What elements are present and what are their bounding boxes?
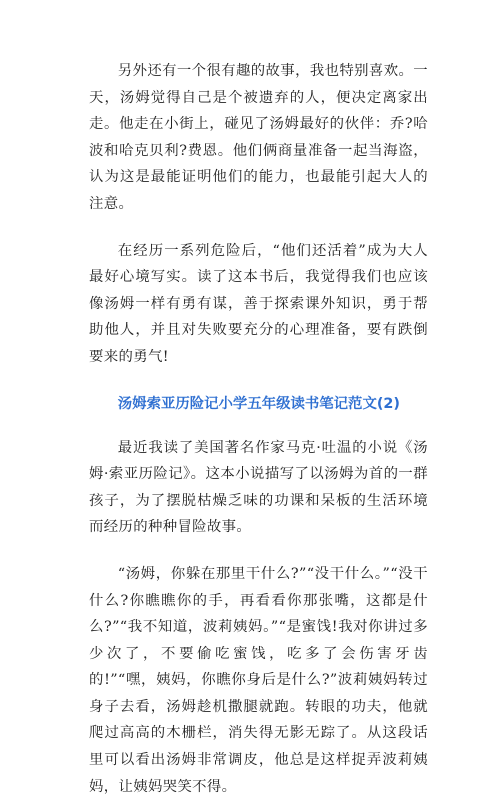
paragraph-reflection: 在经历一系列危险后，“他们还活着”成为大人最好心境写实。读了这本书后，我觉得我们也应该像汤姆一样有勇有谋，善于探索课外知识，勇于帮助他人，并且对失败要充分的心理准备，要有跌倒要来的勇气!: [89, 242, 428, 365]
paragraph-story-runaway: 另外还有一个很有趣的故事，我也特别喜欢。一天，汤姆觉得自己是个被遗弃的人，便决定离家出走。他走在小街上，碰见了汤姆最好的伙伴：乔?哈波和哈克贝利?费恩。他们俩商量准备一起当海盗，认为这是最能证明他们的能力，也最能引起大人的注意。: [89, 63, 428, 212]
paragraph-dialogue: “汤姆，你躲在那里干什么?”“没干什么。”“没干什么?你瞧瞧你的手，再看看你那张嘴，这都是什么?”“我不知道，波莉姨妈。”“是蜜饯!我对你讲过多少次了，不要偷吃蜜饯，吃多了会伤害牙齿的!”“嘿，姨妈，你瞧你身后是什么?”波莉姨妈转过身子去看，汤姆趁机撒腿就跑。转眼的功夫，他就爬过高高的木栅栏，消失得无影无踪了。从这段话里可以看出汤姆非常调皮，他总是这样捉弄波莉姨妈，让姨妈哭笑不得。: [89, 565, 428, 795]
paragraph-intro: 最近我读了美国著名作家马克·吐温的小说《汤姆·索亚历险记》。这本小说描写了以汤姆为首的一群孩子，为了摆脱枯燥乏味的功课和呆板的生活环境而经历的种种冒险故事。: [89, 439, 428, 536]
section-heading: 汤姆索亚历险记小学五年级读书笔记范文(2): [117, 395, 400, 412]
